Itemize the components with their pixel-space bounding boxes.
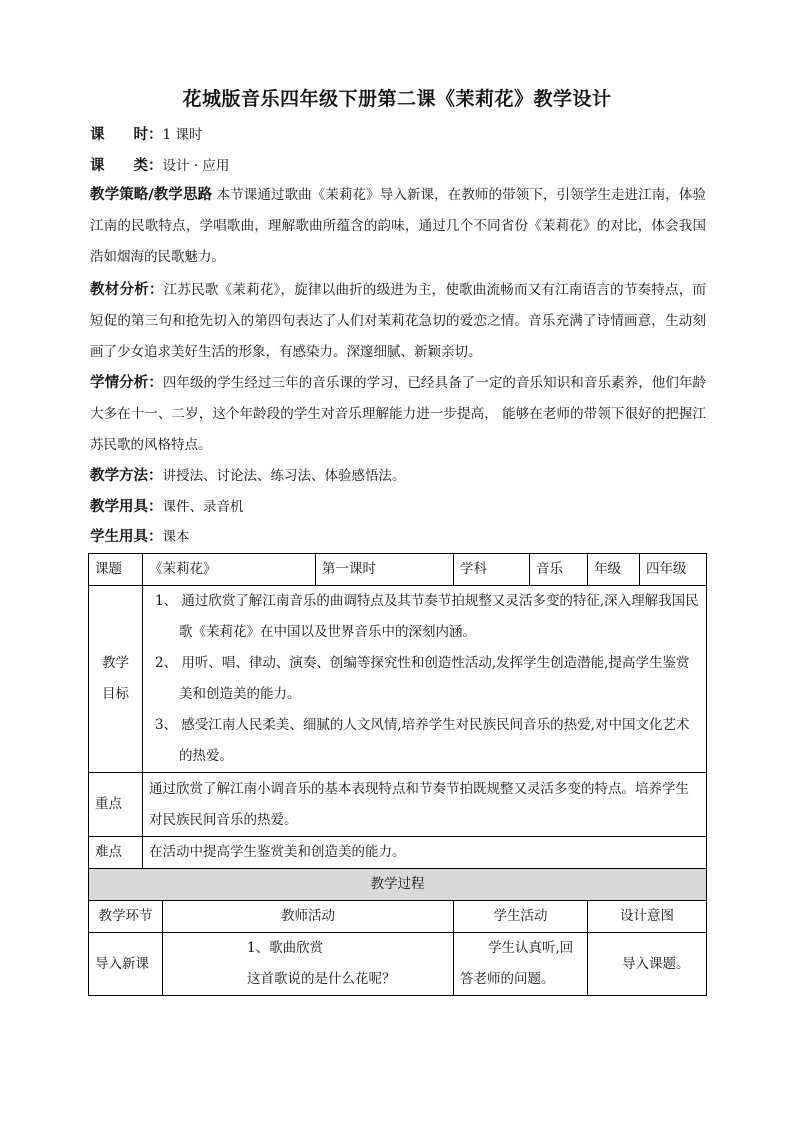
class-type-value: 设计 · 应用 <box>162 158 230 174</box>
process-intent-cell: 导入课题。 <box>588 933 707 996</box>
process-columns-row <box>89 901 707 933</box>
process-table <box>88 900 707 996</box>
goals-label-line-1: 教学 <box>102 655 129 671</box>
key-point-text: 通过欣赏了解江南小调音乐的基本表现特点和节奏节拍既规整又灵活多变的特点。培养学生对民族民间音乐的热爱。 <box>143 773 707 837</box>
subject-value: 音乐 <box>530 554 588 586</box>
goals-label-line-2: 目标 <box>102 686 129 702</box>
process-teacher-cell <box>163 933 454 996</box>
key-point-label: 重点 <box>89 773 143 837</box>
document-title: 花城版音乐四年级下册第二课《茉莉花》教学设计 <box>182 88 612 110</box>
table-row-process-header <box>89 869 707 901</box>
class-type-label: 课 类： <box>90 158 163 174</box>
tools-paragraph <box>90 492 706 523</box>
method-paragraph <box>90 461 706 492</box>
table-row-topic <box>89 554 707 586</box>
teacher-activity-line-1: 1、歌曲欣赏 <box>247 940 324 956</box>
topic-label: 课题 <box>89 554 143 586</box>
class-type-line <box>90 151 706 182</box>
lesson-plan-table <box>88 553 707 901</box>
grade-label: 年级 <box>588 554 640 586</box>
goal-item-3: 3、 感受江南人民柔美、细腻的人文风情,培养学生对民族民间音乐的热爱,对中国文化艺术的热爱。 <box>155 717 690 764</box>
subject-label: 学科 <box>454 554 530 586</box>
process-col-intent: 设计意图 <box>588 901 707 933</box>
material-label: 教材分析： <box>90 282 164 298</box>
student-tools-paragraph <box>90 522 706 553</box>
goal-item-2: 2、 用听、唱、律动、演奏、创编等探究性和创造性活动,发挥学生创造潜能,提高学生鉴赏美和创造美的能力。 <box>155 655 690 702</box>
teacher-activity-line-2: 这首歌说的是什么花呢？ <box>247 971 396 987</box>
tools-label: 教学用具： <box>90 499 163 515</box>
process-col-student: 学生活动 <box>454 901 588 933</box>
learner-paragraph <box>90 368 706 461</box>
class-period-label: 课 时： <box>90 127 163 143</box>
method-label: 教学方法： <box>90 468 163 484</box>
topic-value: 《茉莉花》 <box>143 554 316 586</box>
difficulty-text: 在活动中提高学生鉴赏美和创造美的能力。 <box>143 837 707 869</box>
grade-value: 四年级 <box>640 554 707 586</box>
process-col-stage: 教学环节 <box>89 901 163 933</box>
class-period-value: 1 课时 <box>162 127 203 143</box>
table-row-key-point <box>89 773 707 837</box>
lesson-value: 第一课时 <box>316 554 454 586</box>
strategy-text: 本节课通过歌曲《茉莉花》导入新课，在教师的带领下，引领学生走进江南，体验江南的民歌特点，学唱歌曲，理解歌曲所蕴含的韵味，通过几个不同省份《茉莉花》的对比，体会我国浩如烟海的民歌魅力。 <box>90 187 707 265</box>
process-student-cell: 学生认真听,回答老师的问题。 <box>454 933 588 996</box>
material-text: 江苏民歌《茉莉花》，旋律以曲折的级进为主，使歌曲流畅而又有江南语言的节奏特点，而短促的第三句和抢先切入的第四句表达了人们对茉莉花急切的爱恋之情。音乐充满了诗情画意，生动刻画了少女追求美好生活的形象，有感染力。深邃细腻、新颖亲切。 <box>90 282 707 360</box>
goals-content <box>143 586 707 773</box>
goal-item-1: 1、 通过欣赏了解江南音乐的曲调特点及其节奏节拍规整又灵活多变的特征,深入理解我国民歌《茉莉花》在中国以及世界音乐中的深刻内涵。 <box>155 593 699 640</box>
goals-label <box>89 586 143 773</box>
student-tools-text: 课本 <box>162 529 190 545</box>
process-stage-cell: 导入新课 <box>89 933 163 996</box>
process-col-teacher: 教师活动 <box>163 901 454 933</box>
strategy-label: 教学策略/教学思路 <box>90 187 213 203</box>
table-row <box>89 933 707 996</box>
material-paragraph <box>90 275 706 368</box>
tools-text: 课件、录音机 <box>162 499 244 515</box>
learner-text: 四年级的学生经过三年的音乐课的学习，已经具备了一定的音乐知识和音乐素养，他们年龄大多在十一、二岁，这个年龄段的学生对音乐理解能力进一步提高， 能够在老师的带领下很好的把握江苏民歌的风格特点。 <box>90 375 707 453</box>
class-period-line <box>90 120 706 151</box>
method-text: 讲授法、讨论法、练习法、体验感悟法。 <box>162 468 406 484</box>
student-tools-label: 学生用具： <box>90 529 163 545</box>
difficulty-label: 难点 <box>89 837 143 869</box>
process-header: 教学过程 <box>89 869 707 901</box>
table-row-goals <box>89 586 707 773</box>
learner-label: 学情分析： <box>90 375 163 391</box>
table-row-difficulty <box>89 837 707 869</box>
strategy-paragraph <box>90 180 706 273</box>
